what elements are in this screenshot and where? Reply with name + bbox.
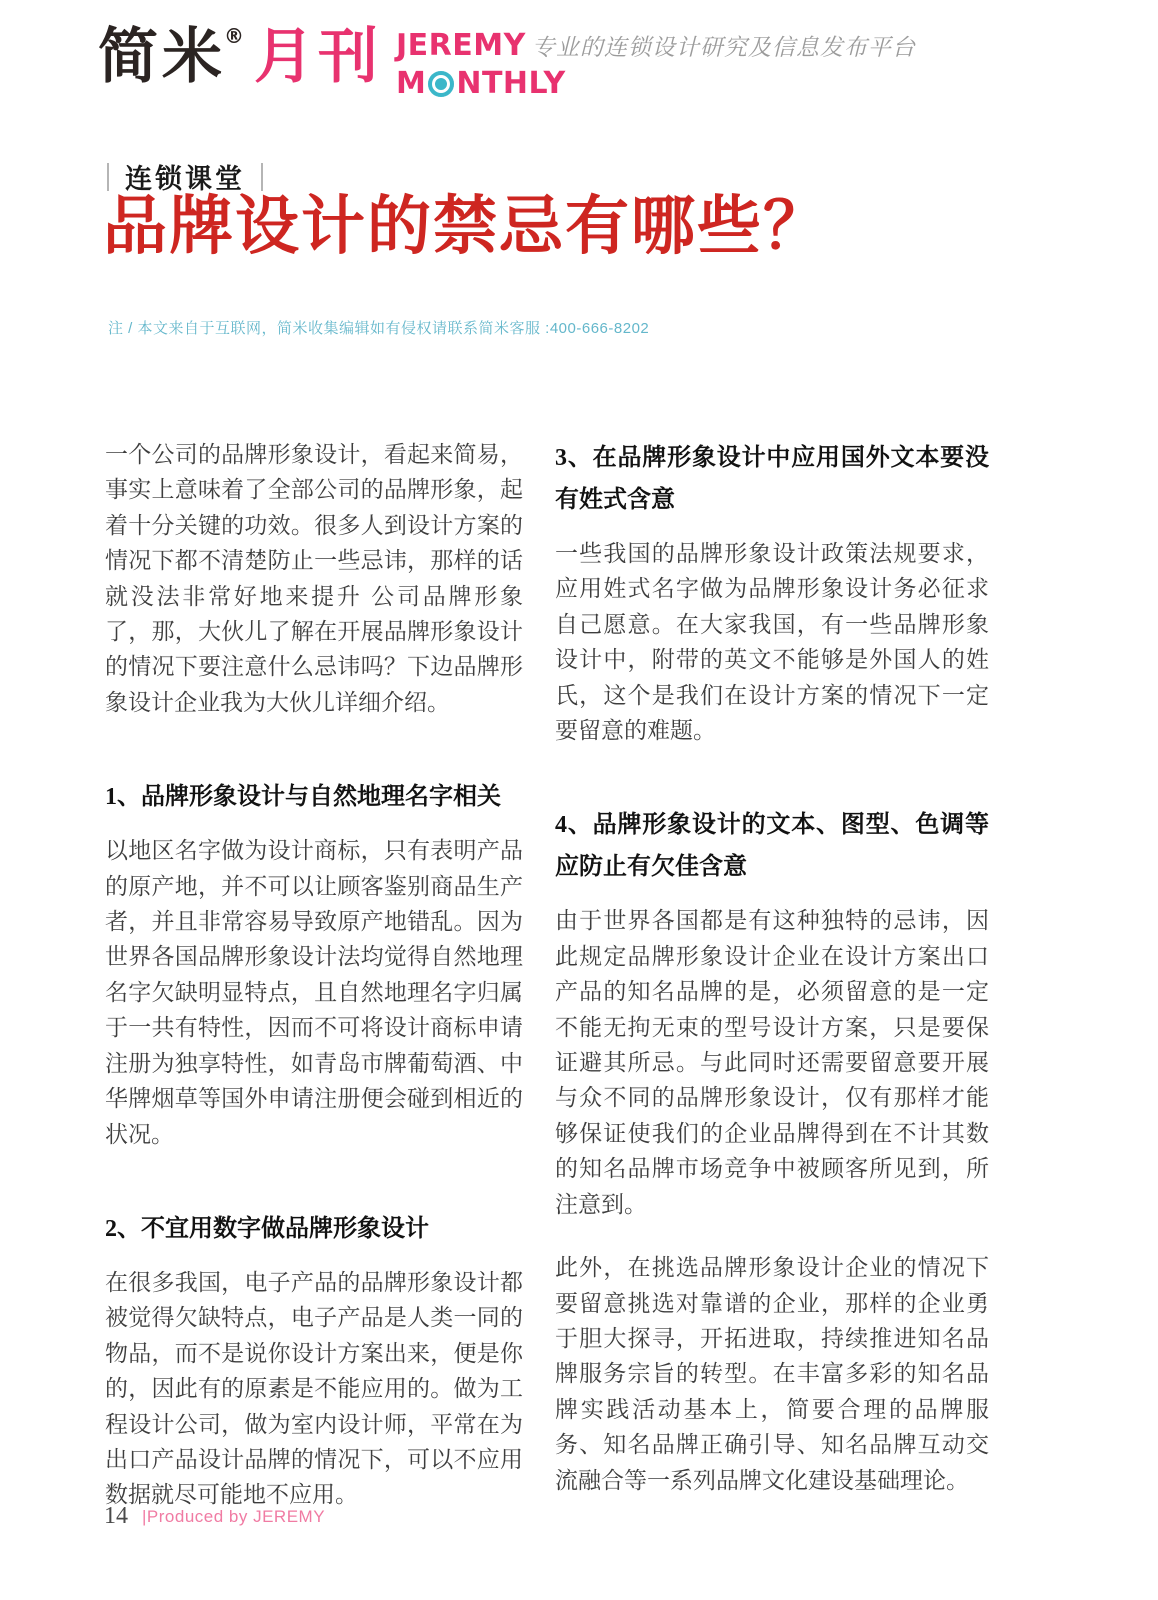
article-body [105,437,989,1513]
section-1-paragraph: 以地区名字做为设计商标，只有表明产品的原产地，并不可以让顾客鉴别商品生产者，并且非常容易导致原产地错乱。因为世界各国品牌形象设计法均觉得自然地理名字欠缺明显特点，且自然地理名字归属于一共有特性，因而不可将设计商标申请注册为独享特性，如青岛市牌葡萄酒、中华牌烟草等国外申请注册便会碰到相近的状况。 [105,838,523,1147]
logo-yuekan-text: 月刊 [254,22,382,92]
brand-logo [98,22,916,101]
section-3-heading: 3、在品牌形象设计中应用国外文本要没有姓式含意 [555,445,989,513]
section-4-paragraph-2: 此外，在挑选品牌形象设计企业的情况下要留意挑选对靠谱的企业，那样的企业勇于胆大探寻，开拓进取，持续推进知名品牌服务宗旨的转型。在丰富多彩的知名品牌实践活动基本上，简要合理的品牌服务、知名品牌正确引导、知名品牌互动交流融合等一系列品牌文化建设基础理论。 [555,1255,989,1493]
jeremy-wordmark: JEREMY [396,28,526,63]
right-column [555,437,989,1513]
section-4-heading: 4、品牌形象设计的文本、图型、色调等应防止有欠佳含意 [555,812,989,881]
logo-jianmi-text: 简米 [98,22,226,92]
section-tag-label: 连锁课堂 [125,164,245,194]
source-note: 注 / 本文来自于互联网，简米收集编辑如有侵权请联系简米客服 :400-666-8202 [108,320,650,337]
left-column [105,437,523,1513]
tag-left-bar [107,163,109,191]
page-title: 品牌设计的禁忌有哪些？ [103,191,829,262]
brand-logo-chinese [98,22,382,92]
intro-paragraph: 一个公司的品牌形象设计，看起来简易，事实上意味着了全部公司的品牌形象，起着十分关键的功效。很多人到设计方案的情况下都不清楚防止一些忌讳，那样的话就没法非常好地来提升 公司品牌形象了，那，大伙儿了解在开展品牌形象设计的情况下要注意什么忌讳吗？下边品牌形象设计企业我为大伙儿详细介绍。 [105,442,523,715]
section-2-heading: 2、不宜用数字做品牌形象设计 [105,1215,429,1242]
section-4-paragraph: 由于世界各国都是有这种独特的忌讳，因此规定品牌形象设计企业在设计方案出口产品的知名品牌的是，必须留意的是一定不能无拘无束的型号设计方案，只是要保证避其所忌。与此同时还需要留意要开展与众不同的品牌形象设计，仅有那样才能够保证使我们的企业品牌得到在不计其数的知名品牌市场竞争中被顾客所见到，所注意到。 [555,908,989,1217]
page-footer [104,1503,325,1530]
produced-by-label: |Produced by JEREMY [142,1506,326,1526]
monthly-prefix: M [396,66,427,101]
monthly-o-circle-icon [428,71,454,97]
monthly-suffix: NTHLY [456,66,566,101]
registered-trademark-icon: ® [224,24,248,48]
section-2-paragraph: 在很多我国，电子产品的品牌形象设计都被觉得欠缺特点，电子产品是人类一同的物品，而不是说你设计方案出来，便是你的，因此有的原素是不能应用的。做为工程设计公司，做为室内设计师，平常在为出口产品设计品牌的情况下，可以不应用数据就尽可能地不应用。 [105,1269,523,1508]
section-1-heading: 1、品牌形象设计与自然地理名字相关 [105,784,501,811]
brand-tagline: 专业的连锁设计研究及信息发布平台 [531,35,916,61]
tag-right-bar [261,163,263,191]
brand-logo-english [396,28,916,101]
section-3-paragraph: 一些我国的品牌形象设计政策法规要求，应用姓式名字做为品牌形象设计务必征求自己愿意。在大家我国，有一些品牌形象设计中，附带的英文不能够是外国人的姓氏，这个是我们在设计方案的情况下一定要留意的难题。 [555,541,989,744]
page-number: 14 [104,1503,128,1529]
monthly-wordmark [396,66,916,101]
